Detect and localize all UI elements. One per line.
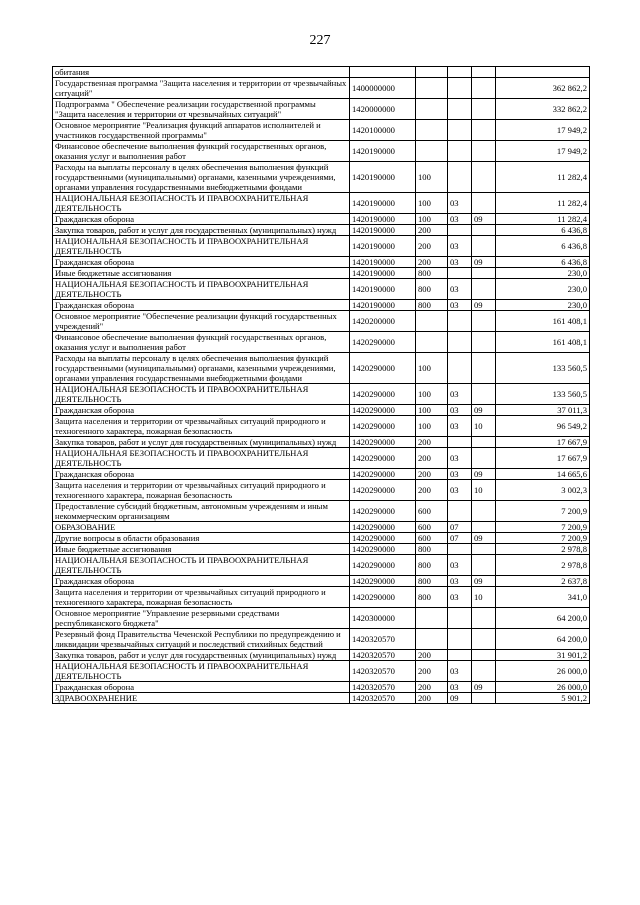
row-expense-type: 600 — [416, 522, 448, 533]
row-sum: 6 436,8 — [496, 236, 590, 257]
row-expense-type: 200 — [416, 257, 448, 268]
row-subsection — [472, 608, 496, 629]
row-section — [448, 268, 472, 279]
row-subsection — [472, 384, 496, 405]
table-row — [53, 78, 590, 99]
row-name: Подпрограмма " Обеспечение реализации государственной программы "Защита населения и территории от чрезвычайных ситуаций" — [53, 99, 350, 120]
row-section — [448, 120, 472, 141]
table-row — [53, 480, 590, 501]
row-section — [448, 501, 472, 522]
table-row — [53, 300, 590, 311]
row-code: 1420290000 — [350, 437, 416, 448]
row-subsection — [472, 501, 496, 522]
table-row — [53, 332, 590, 353]
row-name: Закупка товаров, работ и услуг для государственных (муниципальных) нужд — [53, 650, 350, 661]
table-row — [53, 214, 590, 225]
row-expense-type: 100 — [416, 162, 448, 193]
table-row — [53, 311, 590, 332]
row-subsection — [472, 555, 496, 576]
row-expense-type: 200 — [416, 480, 448, 501]
row-code: 1420190000 — [350, 214, 416, 225]
row-sum: 96 549,2 — [496, 416, 590, 437]
row-expense-type: 100 — [416, 416, 448, 437]
row-name: Основное мероприятие "Реализация функций аппаратов исполнителей и участников государственной программы" — [53, 120, 350, 141]
row-expense-type: 200 — [416, 448, 448, 469]
row-subsection — [472, 544, 496, 555]
row-section: 03 — [448, 661, 472, 682]
row-name: Другие вопросы в области образования — [53, 533, 350, 544]
row-sum: 31 901,2 — [496, 650, 590, 661]
row-sum: 230,0 — [496, 268, 590, 279]
row-subsection: 09 — [472, 257, 496, 268]
row-expense-type: 100 — [416, 193, 448, 214]
budget-table-body — [53, 67, 590, 704]
row-expense-type: 200 — [416, 225, 448, 236]
row-section — [448, 99, 472, 120]
row-name: Гражданская оборона — [53, 576, 350, 587]
row-expense-type: 100 — [416, 384, 448, 405]
row-code: 1420190000 — [350, 162, 416, 193]
row-name: Гражданская оборона — [53, 214, 350, 225]
row-subsection — [472, 629, 496, 650]
row-name: Государственная программа "Защита населения и территории от чрезвычайных ситуаций" — [53, 78, 350, 99]
row-name: НАЦИОНАЛЬНАЯ БЕЗОПАСНОСТЬ И ПРАВООХРАНИТЕЛЬНАЯ ДЕЯТЕЛЬНОСТЬ — [53, 555, 350, 576]
row-subsection — [472, 78, 496, 99]
row-section: 09 — [448, 693, 472, 704]
table-row — [53, 576, 590, 587]
table-row — [53, 501, 590, 522]
row-subsection — [472, 193, 496, 214]
row-subsection — [472, 236, 496, 257]
row-subsection: 10 — [472, 587, 496, 608]
table-row — [53, 661, 590, 682]
row-section — [448, 629, 472, 650]
row-section — [448, 332, 472, 353]
row-code: 1420300000 — [350, 608, 416, 629]
table-row — [53, 257, 590, 268]
row-expense-type — [416, 311, 448, 332]
row-expense-type: 200 — [416, 693, 448, 704]
table-row — [53, 533, 590, 544]
row-section: 03 — [448, 236, 472, 257]
row-section: 03 — [448, 480, 472, 501]
row-sum: 3 002,3 — [496, 480, 590, 501]
row-section: 03 — [448, 384, 472, 405]
row-code: 1420290000 — [350, 469, 416, 480]
table-row — [53, 120, 590, 141]
table-row — [53, 99, 590, 120]
row-code: 1420000000 — [350, 99, 416, 120]
row-section: 03 — [448, 469, 472, 480]
row-expense-type: 100 — [416, 405, 448, 416]
row-name: Финансовое обеспечение выполнения функций государственных органов, оказания услуг и выполнения работ — [53, 141, 350, 162]
table-row — [53, 416, 590, 437]
row-sum: 26 000,0 — [496, 682, 590, 693]
row-name: Иные бюджетные ассигнования — [53, 268, 350, 279]
row-code: 1420320570 — [350, 682, 416, 693]
row-subsection: 09 — [472, 214, 496, 225]
row-expense-type — [416, 99, 448, 120]
row-subsection — [472, 141, 496, 162]
row-expense-type: 800 — [416, 555, 448, 576]
table-row — [53, 469, 590, 480]
row-code: 1420290000 — [350, 416, 416, 437]
row-expense-type: 200 — [416, 661, 448, 682]
row-expense-type — [416, 332, 448, 353]
row-section: 03 — [448, 416, 472, 437]
row-subsection: 09 — [472, 469, 496, 480]
row-sum: 332 862,2 — [496, 99, 590, 120]
row-section: 03 — [448, 300, 472, 311]
row-name: НАЦИОНАЛЬНАЯ БЕЗОПАСНОСТЬ И ПРАВООХРАНИТЕЛЬНАЯ ДЕЯТЕЛЬНОСТЬ — [53, 193, 350, 214]
row-code: 1420290000 — [350, 533, 416, 544]
row-expense-type: 800 — [416, 576, 448, 587]
row-subsection: 09 — [472, 405, 496, 416]
row-subsection: 09 — [472, 576, 496, 587]
row-sum: 7 200,9 — [496, 522, 590, 533]
row-code: 1420290000 — [350, 405, 416, 416]
row-subsection — [472, 311, 496, 332]
table-row — [53, 693, 590, 704]
table-row — [53, 555, 590, 576]
row-code: 1420290000 — [350, 555, 416, 576]
row-name: Закупка товаров, работ и услуг для государственных (муниципальных) нужд — [53, 437, 350, 448]
row-sum — [496, 67, 590, 78]
row-name: Гражданская оборона — [53, 405, 350, 416]
row-section — [448, 225, 472, 236]
row-sum: 133 560,5 — [496, 353, 590, 384]
row-sum: 230,0 — [496, 279, 590, 300]
row-name: обитания — [53, 67, 350, 78]
row-code: 1420290000 — [350, 587, 416, 608]
row-code: 1420290000 — [350, 522, 416, 533]
row-subsection — [472, 225, 496, 236]
row-expense-type: 800 — [416, 300, 448, 311]
row-code: 1420290000 — [350, 448, 416, 469]
row-code: 1420290000 — [350, 353, 416, 384]
row-sum: 362 862,2 — [496, 78, 590, 99]
row-code: 1420290000 — [350, 501, 416, 522]
row-sum: 37 011,3 — [496, 405, 590, 416]
table-row — [53, 193, 590, 214]
row-subsection: 09 — [472, 533, 496, 544]
row-expense-type — [416, 78, 448, 99]
row-subsection — [472, 268, 496, 279]
row-section — [448, 437, 472, 448]
row-code — [350, 67, 416, 78]
row-name: Основное мероприятие "Управление резервными средствами республиканского бюджета" — [53, 608, 350, 629]
row-code: 1420190000 — [350, 193, 416, 214]
row-expense-type: 600 — [416, 533, 448, 544]
row-name: Гражданская оборона — [53, 682, 350, 693]
table-row — [53, 608, 590, 629]
row-sum: 14 665,6 — [496, 469, 590, 480]
row-expense-type — [416, 141, 448, 162]
row-code: 1420200000 — [350, 311, 416, 332]
row-code: 1420190000 — [350, 141, 416, 162]
row-subsection — [472, 353, 496, 384]
row-code: 1420320570 — [350, 661, 416, 682]
row-subsection — [472, 650, 496, 661]
row-subsection: 10 — [472, 416, 496, 437]
row-expense-type — [416, 67, 448, 78]
row-subsection — [472, 693, 496, 704]
row-section: 03 — [448, 193, 472, 214]
row-section: 03 — [448, 279, 472, 300]
row-name: Основное мероприятие "Обеспечение реализации функций государственных учреждений" — [53, 311, 350, 332]
row-name: Предоставление субсидий бюджетным, автономным учреждениям и иным некоммерческим организациям — [53, 501, 350, 522]
row-code: 1420320570 — [350, 629, 416, 650]
table-row — [53, 682, 590, 693]
table-row — [53, 650, 590, 661]
row-name: Резервный фонд Правительства Чеченской Республики по предупреждению и ликвидации чрезвычайных ситуаций и последствий стихийных бедствий — [53, 629, 350, 650]
row-name: Закупка товаров, работ и услуг для государственных (муниципальных) нужд — [53, 225, 350, 236]
row-section: 03 — [448, 576, 472, 587]
row-expense-type: 800 — [416, 587, 448, 608]
table-row — [53, 522, 590, 533]
row-sum: 11 282,4 — [496, 214, 590, 225]
table-row — [53, 587, 590, 608]
row-code: 1420100000 — [350, 120, 416, 141]
row-expense-type: 200 — [416, 437, 448, 448]
row-subsection — [472, 437, 496, 448]
row-code: 1420290000 — [350, 384, 416, 405]
row-sum: 11 282,4 — [496, 193, 590, 214]
row-name: Гражданская оборона — [53, 257, 350, 268]
row-expense-type: 200 — [416, 650, 448, 661]
row-sum: 2 637,8 — [496, 576, 590, 587]
row-code: 1420190000 — [350, 268, 416, 279]
row-code: 1420290000 — [350, 576, 416, 587]
row-expense-type — [416, 608, 448, 629]
row-expense-type — [416, 629, 448, 650]
row-section: 03 — [448, 405, 472, 416]
row-sum: 161 408,1 — [496, 311, 590, 332]
row-code: 1400000000 — [350, 78, 416, 99]
row-sum: 2 978,8 — [496, 555, 590, 576]
table-row — [53, 353, 590, 384]
row-code: 1420320570 — [350, 650, 416, 661]
row-section: 03 — [448, 587, 472, 608]
row-section — [448, 162, 472, 193]
row-code: 1420290000 — [350, 332, 416, 353]
row-expense-type: 800 — [416, 279, 448, 300]
row-name: Иные бюджетные ассигнования — [53, 544, 350, 555]
row-sum: 17 667,9 — [496, 437, 590, 448]
row-sum: 7 200,9 — [496, 533, 590, 544]
row-code: 1420320570 — [350, 693, 416, 704]
row-expense-type: 100 — [416, 353, 448, 384]
table-row — [53, 225, 590, 236]
row-subsection — [472, 661, 496, 682]
row-code: 1420190000 — [350, 257, 416, 268]
table-row — [53, 544, 590, 555]
table-row — [53, 141, 590, 162]
row-subsection: 09 — [472, 300, 496, 311]
budget-table — [52, 66, 590, 704]
row-subsection — [472, 448, 496, 469]
row-expense-type: 200 — [416, 236, 448, 257]
row-subsection: 10 — [472, 480, 496, 501]
row-subsection — [472, 67, 496, 78]
row-name: Расходы на выплаты персоналу в целях обеспечения выполнения функций государственными (муниципальными) органами, казенными учреждениями, органами управления государственными внебюджетными фондами — [53, 162, 350, 193]
row-section — [448, 353, 472, 384]
row-section: 07 — [448, 533, 472, 544]
row-subsection — [472, 99, 496, 120]
row-name: Гражданская оборона — [53, 469, 350, 480]
row-sum: 11 282,4 — [496, 162, 590, 193]
row-code: 1420190000 — [350, 279, 416, 300]
row-subsection — [472, 279, 496, 300]
row-section: 07 — [448, 522, 472, 533]
row-section — [448, 608, 472, 629]
table-row — [53, 384, 590, 405]
row-sum: 7 200,9 — [496, 501, 590, 522]
row-name: НАЦИОНАЛЬНАЯ БЕЗОПАСНОСТЬ И ПРАВООХРАНИТЕЛЬНАЯ ДЕЯТЕЛЬНОСТЬ — [53, 661, 350, 682]
row-section: 03 — [448, 555, 472, 576]
table-row — [53, 405, 590, 416]
row-sum: 17 949,2 — [496, 120, 590, 141]
table-row — [53, 162, 590, 193]
row-name: Гражданская оборона — [53, 300, 350, 311]
row-sum: 6 436,8 — [496, 225, 590, 236]
row-expense-type: 800 — [416, 544, 448, 555]
table-row — [53, 437, 590, 448]
row-code: 1420190000 — [350, 225, 416, 236]
row-name: ОБРАЗОВАНИЕ — [53, 522, 350, 533]
row-code: 1420190000 — [350, 300, 416, 311]
row-section: 03 — [448, 214, 472, 225]
row-sum: 6 436,8 — [496, 257, 590, 268]
table-row — [53, 236, 590, 257]
row-subsection — [472, 162, 496, 193]
row-expense-type: 200 — [416, 469, 448, 480]
row-sum: 64 200,0 — [496, 629, 590, 650]
table-row — [53, 448, 590, 469]
row-section — [448, 141, 472, 162]
row-sum: 17 667,9 — [496, 448, 590, 469]
row-sum: 64 200,0 — [496, 608, 590, 629]
table-row — [53, 268, 590, 279]
row-expense-type: 600 — [416, 501, 448, 522]
row-section — [448, 544, 472, 555]
row-subsection — [472, 332, 496, 353]
row-expense-type: 800 — [416, 268, 448, 279]
row-name: ЗДРАВООХРАНЕНИЕ — [53, 693, 350, 704]
row-sum: 2 978,8 — [496, 544, 590, 555]
row-sum: 5 901,2 — [496, 693, 590, 704]
row-name: НАЦИОНАЛЬНАЯ БЕЗОПАСНОСТЬ И ПРАВООХРАНИТЕЛЬНАЯ ДЕЯТЕЛЬНОСТЬ — [53, 384, 350, 405]
row-name: Защита населения и территории от чрезвычайных ситуаций природного и техногенного характера, пожарная безопасность — [53, 480, 350, 501]
table-row — [53, 67, 590, 78]
row-section: 03 — [448, 257, 472, 268]
row-name: НАЦИОНАЛЬНАЯ БЕЗОПАСНОСТЬ И ПРАВООХРАНИТЕЛЬНАЯ ДЕЯТЕЛЬНОСТЬ — [53, 448, 350, 469]
row-code: 1420290000 — [350, 480, 416, 501]
row-sum: 161 408,1 — [496, 332, 590, 353]
row-sum: 133 560,5 — [496, 384, 590, 405]
row-section: 03 — [448, 448, 472, 469]
row-sum: 341,0 — [496, 587, 590, 608]
row-subsection — [472, 522, 496, 533]
row-name: Расходы на выплаты персоналу в целях обеспечения выполнения функций государственными (муниципальными) органами, казенными учреждениями, органами управления государственными внебюджетными фондами — [53, 353, 350, 384]
page-number: 227 — [309, 33, 331, 48]
row-name: Защита населения и территории от чрезвычайных ситуаций природного и техногенного характера, пожарная безопасность — [53, 416, 350, 437]
row-name: НАЦИОНАЛЬНАЯ БЕЗОПАСНОСТЬ И ПРАВООХРАНИТЕЛЬНАЯ ДЕЯТЕЛЬНОСТЬ — [53, 279, 350, 300]
row-section — [448, 67, 472, 78]
row-code: 1420290000 — [350, 544, 416, 555]
row-name: НАЦИОНАЛЬНАЯ БЕЗОПАСНОСТЬ И ПРАВООХРАНИТЕЛЬНАЯ ДЕЯТЕЛЬНОСТЬ — [53, 236, 350, 257]
row-subsection: 09 — [472, 682, 496, 693]
table-row — [53, 279, 590, 300]
row-expense-type — [416, 120, 448, 141]
row-expense-type: 200 — [416, 682, 448, 693]
row-section: 03 — [448, 682, 472, 693]
row-name: Защита населения и территории от чрезвычайных ситуаций природного и техногенного характера, пожарная безопасность — [53, 587, 350, 608]
row-code: 1420190000 — [350, 236, 416, 257]
row-section — [448, 78, 472, 99]
row-sum: 17 949,2 — [496, 141, 590, 162]
row-sum: 230,0 — [496, 300, 590, 311]
row-sum: 26 000,0 — [496, 661, 590, 682]
row-expense-type: 100 — [416, 214, 448, 225]
row-section — [448, 311, 472, 332]
table-row — [53, 629, 590, 650]
row-name: Финансовое обеспечение выполнения функций государственных органов, оказания услуг и выполнения работ — [53, 332, 350, 353]
row-section — [448, 650, 472, 661]
row-subsection — [472, 120, 496, 141]
